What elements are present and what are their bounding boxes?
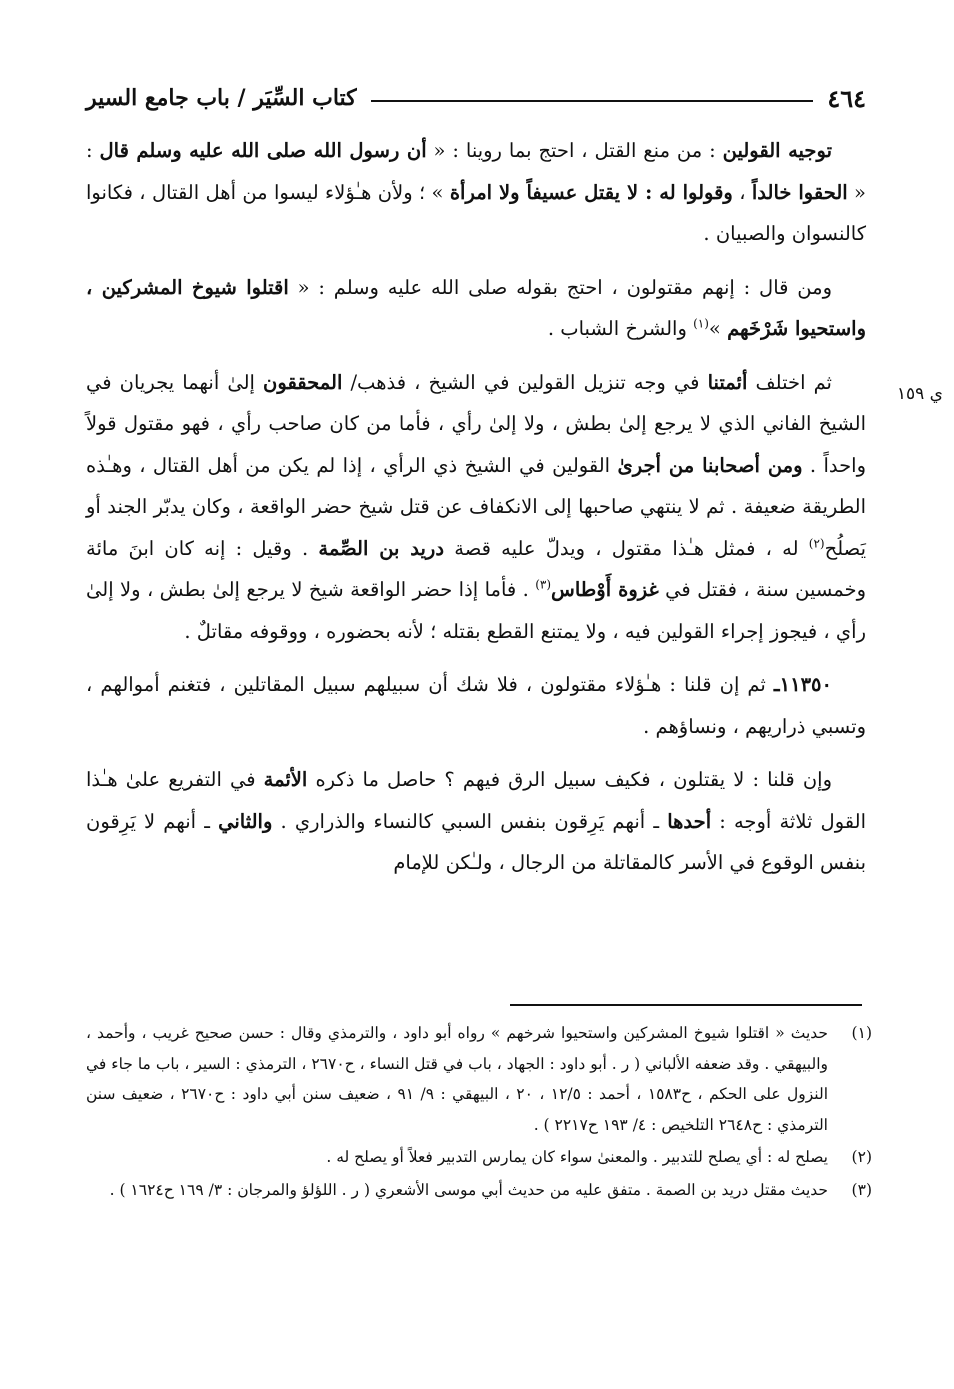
footnote-separator <box>510 1004 862 1006</box>
hadith-text: أن رسول الله صلى الله عليه وسلم قال <box>99 139 427 162</box>
bold-term: دريد بن الصِّمة <box>318 536 445 560</box>
text-run: إلىٰ أنهما يجريان في الشيخ الفاني الذي لا يرجع إلىٰ بطش ، ولا إلىٰ رأي ، فأما من كان صاحب رأي ، فهو مقتول قولاً واحداً . <box>86 370 866 477</box>
text-run: . وقيل : إنه كان ابنَ مائة وخمسين سنة ، فقتل في <box>86 536 866 601</box>
footnote-number: (١) <box>851 1024 872 1042</box>
text-run: ـ أنهم يَرِقون بنفس السبي كالنساء والذراري . <box>272 809 668 833</box>
paragraph-3 <box>86 362 866 653</box>
text-run: » ؛ ولأن هـٰؤلاء ليسوا من أهل القتال ، فكانوا كالنسوان والصبيان . <box>86 180 866 245</box>
running-title: كتاب السِّيَر / باب جامع السير <box>86 85 357 111</box>
text-run: : من منع القتل ، احتج بما روينا : « <box>426 139 723 162</box>
footnote-number: (٢) <box>851 1148 872 1166</box>
bold-term: المحققون <box>263 370 343 394</box>
text-run: ، <box>732 180 752 204</box>
text-run: . فأما إذا حضر الواقعة شيخ لا يرجع إلىٰ بطش ، ولا إلىٰ رأي ، فيجوز إجراء القولين فيه ، ولا يمتنع القطع بقتله ؛ لأنه بحضوره ، ووقوفه مقاتلٌ . <box>86 578 866 643</box>
text-run: ـ أنهم لا يَرِقون بنفس الوقوع في الأسر كالمقاتلة من الرجال ، ولـٰكن للإمام <box>86 809 866 874</box>
paragraph-1 <box>86 130 866 255</box>
heading-phrase: توجيه القولين <box>722 139 832 162</box>
main-text <box>86 130 866 896</box>
text-run: في وجه تنزيل القولين في الشيخ ، فذهب/ <box>342 370 708 394</box>
text-run: والشرخ الشباب . <box>547 317 694 340</box>
hadith-text: اقتلوا شيوخ المشركين ، واستحيوا شَرْخَهم <box>86 275 866 340</box>
footnote-text: حديث « اقتلوا شيوخ المشركين واستحيوا شرخهم » رواه أبو داود ، والترمذي وقال : حسن صحيح غريب ، وأحمد ، والبيهقي . وقد ضعفه الألباني ( ر . أبو داود : الجهاد ، باب في قتل النساء ، ح٢٦٧٠ ، الترمذي : السير ، باب ما جاء في النزول على الحكم ، ح١٥٨٣ ، أحمد : ١٢/٥ ، ٢٠ ، البيهقي : ٩/ ٩١ ، ضعيف سنن أبي داود : ح٢٦٧٠ ، ضعيف سنن الترمذي : ح٢٦٤٨ التلخيص : ٤/ ١٩٣ ح٢٢١٧ ) . <box>86 1024 828 1134</box>
footnotes <box>86 1018 872 1207</box>
text-run: : « <box>86 139 866 204</box>
footnote-text: حديث مقتل دريد بن الصمة . متفق عليه من حديث أبي موسى الأشعري ( ر . اللؤلؤ والمرجان : ٣/ ١٦٩ ح١٦٢٤ ) . <box>109 1180 828 1199</box>
margin-folio-note: ي ١٥٩ <box>896 384 943 404</box>
text-run: » <box>708 317 728 340</box>
paragraph-4 <box>86 664 866 747</box>
page-number: ٤٦٤ <box>827 83 866 113</box>
page-header <box>86 78 866 118</box>
bold-term: أحدها <box>667 809 712 833</box>
text-run: له ، فمثل هـٰذا مقتول ، ويدلّ عليه قصة <box>444 536 809 560</box>
text-run: ثم إن قلنا : هـٰؤلاء مقتولون ، فلا شك أن سبيلهم سبيل المقاتلين ، فتغنم أموالهم ، وتسبي ذراريهم ، ونساؤهم . <box>86 673 866 738</box>
footnote-1 <box>86 1018 872 1140</box>
paragraph-2 <box>86 267 866 350</box>
section-number: ١١٣٥٠ـ <box>773 673 832 696</box>
text-run: ثم اختلف <box>747 370 832 394</box>
footnote-ref[interactable]: (٢) <box>808 536 825 550</box>
bold-term: أئمتنا <box>707 370 748 394</box>
footnote-2 <box>86 1142 872 1173</box>
text-run: وإن قلنا : لا يقتلون ، فكيف سبيل الرق فيهم ؟ حاصل ما ذكره <box>307 768 832 791</box>
text-run: ومن قال : إنهم مقتولون ، احتج بقوله صلى الله عليه وسلم : « <box>288 275 832 299</box>
footnote-ref[interactable]: (١) <box>693 316 709 331</box>
bold-term: ومن أصحابنا من أجرىٰ <box>617 453 803 477</box>
footnote-3 <box>86 1175 872 1206</box>
footnote-ref[interactable]: (٣) <box>535 577 552 592</box>
bold-term: الأئمة <box>263 768 308 791</box>
hadith-text: الحقوا خالداً <box>751 180 848 204</box>
footnote-text: يصلح له : أي يصلح للتدبير . والمعنىٰ سواء كان يمارس التدبير فعلاً أو يصلح له . <box>326 1148 828 1166</box>
paragraph-5 <box>86 759 866 884</box>
text-run: في التفريع علىٰ هـٰذا القول ثلاثة أوجه : <box>86 768 866 833</box>
bold-term: غزوة أَوْطاس <box>551 578 659 601</box>
text-run: القولين في الشيخ ذي الرأي ، إذا لم يكن من أهل القتال ، وهـٰذه الطريقة ضعيفة . ثم لا ينتهي صاحبها إلى الانكفاف عن قتل شيخ حضر الواقعة ، وكان يدبّر الجند أو يَصلُح <box>86 453 866 560</box>
footnote-number: (٣) <box>851 1180 872 1199</box>
header-rule <box>371 100 814 102</box>
bold-term: والثاني <box>218 809 273 833</box>
hadith-text: وقولوا له : لا يقتل عسيفاً ولا امرأة <box>449 180 733 204</box>
